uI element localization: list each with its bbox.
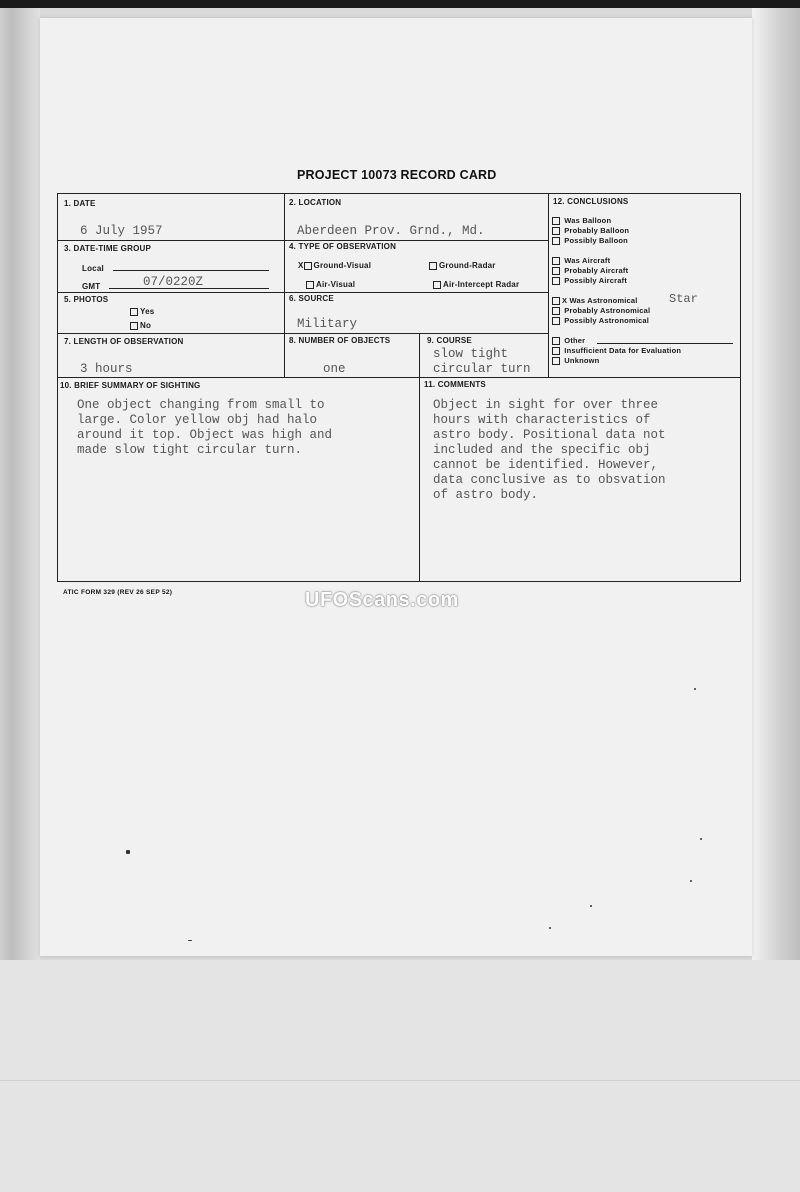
probably-aircraft-checkbox xyxy=(552,267,560,275)
was-balloon-checkbox xyxy=(552,217,560,225)
was-balloon-option xyxy=(552,216,611,225)
unknown-text: Unknown xyxy=(564,356,600,365)
conclusions-label: 12. CONCLUSIONS xyxy=(553,197,629,206)
air-visual-text: Air-Visual xyxy=(316,280,356,289)
possibly-astronomical-option xyxy=(552,316,649,325)
photos-yes-option xyxy=(130,307,154,316)
was-astronomical-mark: X xyxy=(562,296,568,305)
probably-balloon-text: Probably Balloon xyxy=(564,226,630,235)
ground-radar-text: Ground-Radar xyxy=(439,261,496,270)
scan-speck xyxy=(590,905,592,907)
possibly-balloon-option xyxy=(552,236,628,245)
source-label: 6. SOURCE xyxy=(289,294,334,303)
air-visual-option xyxy=(306,280,355,289)
other-text: Other xyxy=(564,336,586,345)
row-divider-4 xyxy=(57,377,741,378)
probably-aircraft-text: Probably Aircraft xyxy=(564,266,629,275)
gmt-label: GMT xyxy=(82,282,101,291)
gmt-value: 07/0220Z xyxy=(143,275,204,289)
ground-visual-checkbox xyxy=(304,262,312,270)
comments-line-2: hours with characteristics of xyxy=(433,413,651,427)
insufficient-data-text: Insufficient Data for Evaluation xyxy=(564,346,682,355)
date-time-group-label: 3. DATE-TIME GROUP xyxy=(64,244,152,253)
source-value: Military xyxy=(297,317,358,331)
column-divider-2 xyxy=(419,333,420,582)
air-intercept-radar-option xyxy=(433,280,519,289)
probably-balloon-checkbox xyxy=(552,227,560,235)
was-aircraft-option xyxy=(552,256,610,265)
possibly-astronomical-text: Possibly Astronomical xyxy=(564,316,650,325)
possibly-aircraft-checkbox xyxy=(552,277,560,285)
was-astronomical-checkbox xyxy=(552,297,560,305)
row-divider-3 xyxy=(57,333,548,334)
conclusions-divider xyxy=(548,193,549,378)
was-astronomical-text: Was Astronomical xyxy=(569,296,638,305)
ground-visual-mark: X xyxy=(298,261,304,270)
insufficient-data-checkbox xyxy=(552,347,560,355)
location-value: Aberdeen Prov. Grnd., Md. xyxy=(297,224,485,238)
photos-no-text: No xyxy=(140,321,152,330)
summary-line-2: large. Color yellow obj had halo xyxy=(77,413,318,427)
observation-type-label: 4. TYPE OF OBSERVATION xyxy=(289,242,397,251)
comments-line-4: included and the specific obj xyxy=(433,443,651,457)
comments-line-7: of astro body. xyxy=(433,488,539,502)
scan-right-shadow xyxy=(752,8,800,968)
card-border-bottom xyxy=(57,581,741,582)
card-border-top xyxy=(57,193,741,194)
scan-top-edge xyxy=(0,0,800,8)
was-aircraft-text: Was Aircraft xyxy=(564,256,611,265)
location-label: 2. LOCATION xyxy=(289,198,342,207)
scan-bottom-line xyxy=(0,1080,800,1081)
other-underline xyxy=(597,343,733,344)
course-label: 9. COURSE xyxy=(427,336,472,345)
probably-balloon-option xyxy=(552,226,629,235)
photos-yes-checkbox xyxy=(130,308,138,316)
date-label: 1. DATE xyxy=(64,199,96,208)
possibly-aircraft-text: Possibly Aircraft xyxy=(564,276,628,285)
scan-speck xyxy=(126,850,130,854)
unknown-checkbox xyxy=(552,357,560,365)
probably-astronomical-text: Probably Astronomical xyxy=(564,306,651,315)
was-aircraft-checkbox xyxy=(552,257,560,265)
summary-label: 10. BRIEF SUMMARY OF SIGHTING xyxy=(60,381,201,390)
course-value-line1: slow tight xyxy=(433,347,509,361)
other-checkbox xyxy=(552,337,560,345)
probably-astronomical-checkbox xyxy=(552,307,560,315)
astronomical-note: Star xyxy=(669,292,698,306)
air-intercept-radar-text: Air-Intercept Radar xyxy=(443,280,520,289)
local-underline xyxy=(113,270,269,271)
air-visual-checkbox xyxy=(306,281,314,289)
row-divider-1 xyxy=(57,240,548,241)
comments-line-5: cannot be identified. However, xyxy=(433,458,659,472)
card-border-right xyxy=(740,193,741,582)
probably-aircraft-option xyxy=(552,266,628,275)
number-of-objects-value: one xyxy=(323,362,346,376)
photos-yes-text: Yes xyxy=(140,307,155,316)
possibly-balloon-checkbox xyxy=(552,237,560,245)
comments-line-3: astro body. Positional data not xyxy=(433,428,666,442)
length-value: 3 hours xyxy=(80,362,133,376)
air-intercept-radar-checkbox xyxy=(433,281,441,289)
scan-left-shadow xyxy=(0,8,40,968)
ground-visual-option xyxy=(298,261,371,270)
was-astronomical-option xyxy=(552,296,638,305)
column-divider-1 xyxy=(284,193,285,377)
photos-no-checkbox xyxy=(130,322,138,330)
comments-label: 11. COMMENTS xyxy=(424,380,486,389)
comments-line-6: data conclusive as to obsvation xyxy=(433,473,666,487)
scan-speck xyxy=(700,838,702,840)
comments-line-1: Object in sight for over three xyxy=(433,398,659,412)
record-card xyxy=(57,193,741,582)
other-option xyxy=(552,336,585,345)
unknown-option xyxy=(552,356,599,365)
local-label: Local xyxy=(82,264,104,273)
course-value-line2: circular turn xyxy=(433,362,531,376)
possibly-balloon-text: Possibly Balloon xyxy=(564,236,628,245)
card-title: PROJECT 10073 RECORD CARD xyxy=(297,168,497,182)
scan-bottom-area xyxy=(0,960,800,1192)
scan-speck xyxy=(549,927,551,929)
ground-radar-option xyxy=(429,261,496,270)
was-balloon-text: Was Balloon xyxy=(564,216,612,225)
number-of-objects-label: 8. NUMBER OF OBJECTS xyxy=(289,336,391,345)
date-value: 6 July 1957 xyxy=(80,224,163,238)
card-border-left xyxy=(57,193,58,582)
ground-radar-checkbox xyxy=(429,262,437,270)
summary-line-3: around it top. Object was high and xyxy=(77,428,333,442)
photos-label: 5. PHOTOS xyxy=(64,295,109,304)
insufficient-data-option xyxy=(552,346,681,355)
possibly-aircraft-option xyxy=(552,276,627,285)
row-divider-2 xyxy=(57,292,548,293)
probably-astronomical-option xyxy=(552,306,650,315)
ground-visual-text: Ground-Visual xyxy=(313,261,372,270)
possibly-astronomical-checkbox xyxy=(552,317,560,325)
form-id: ATIC FORM 329 (REV 26 SEP 52) xyxy=(63,589,173,596)
scan-speck xyxy=(188,940,192,941)
scan-speck xyxy=(694,688,696,690)
summary-line-4: made slow tight circular turn. xyxy=(77,443,303,457)
summary-line-1: One object changing from small to xyxy=(77,398,325,412)
photos-no-option xyxy=(130,321,151,330)
scan-speck xyxy=(690,880,692,882)
length-label: 7. LENGTH OF OBSERVATION xyxy=(64,337,184,346)
watermark: UFOScans.com xyxy=(305,589,459,611)
